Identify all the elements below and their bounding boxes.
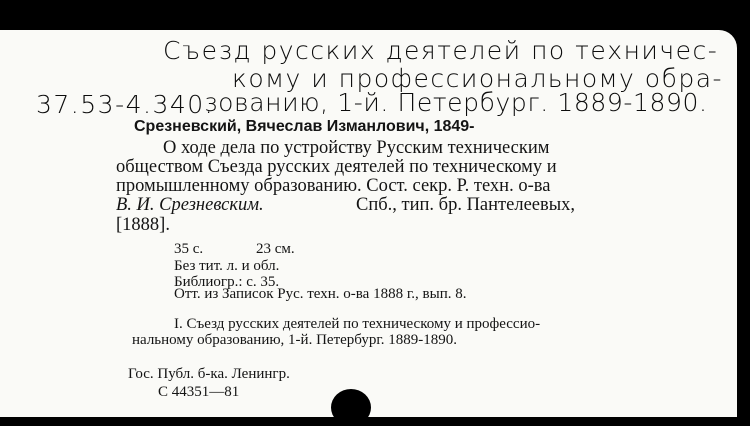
library-name: Гос. Публ. б-ка. Ленингр. xyxy=(128,366,290,382)
note-bibliography: Библиогр.: с. 35. xyxy=(174,274,280,290)
catalog-card xyxy=(0,30,737,417)
handwritten-title-line-3: зованию, 1-й. Петербург. 1889-1890. xyxy=(204,88,708,117)
call-number: 37.53-4.340. xyxy=(36,90,215,119)
description-line-3: промышленному образованию. Сост. секр. Р. техн. о-ва xyxy=(116,176,551,196)
description-line-2: обществом Съезда русских деятелей по техническому и xyxy=(116,157,557,177)
author-heading: Срезневский, Вячеслав Изманлович, 1849- xyxy=(134,118,475,135)
collation-pages: 35 с. xyxy=(174,241,204,257)
collation-size: 23 см. xyxy=(256,241,295,257)
subject-tracing-line-1: I. Съезд русских деятелей по техническому и профессио- xyxy=(174,316,541,332)
date: [1888]. xyxy=(116,215,170,235)
handwritten-title-line-1: Съезд русских деятелей по техничес- xyxy=(163,36,719,65)
note-title-page: Без тит. л. и обл. xyxy=(174,258,280,274)
description-line-1: О ходе дела по устройству Русским техническим xyxy=(163,138,550,158)
handwritten-title-line-2: кому и профессиональному обра- xyxy=(232,64,724,93)
imprint: Спб., тип. бр. Пантелеевых, xyxy=(356,195,576,215)
subject-tracing-line-2: нальному образованию, 1-й. Петербург. 1889-1890. xyxy=(132,332,458,348)
card-number: С 44351—81 xyxy=(158,384,240,400)
note-offprint: Отт. из Записок Рус. техн. о-ва 1888 г., вып. 8. xyxy=(174,286,467,302)
compiler-name: В. И. Срезневским. xyxy=(116,195,264,215)
punch-hole xyxy=(331,389,371,426)
